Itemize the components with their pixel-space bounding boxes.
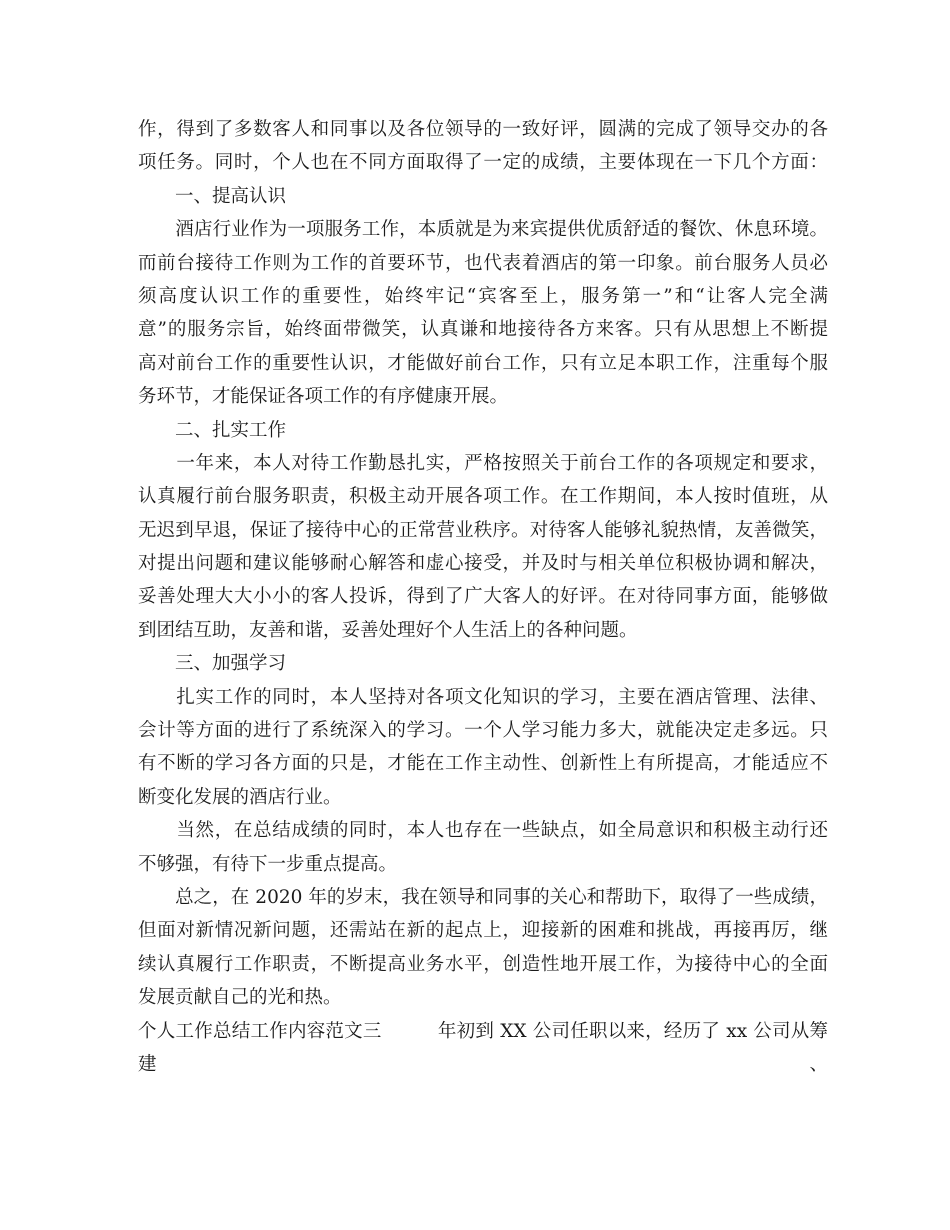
text-line: 扎实工作的同时，本人坚持对各项文化知识的学习，主要在酒店管理、法律、 [138, 686, 828, 708]
text-line: 高对前台工作的重要性认识，才能做好前台工作，只有立足本职工作，注重每个服 [138, 352, 828, 374]
text-line: 认真履行前台服务职责，积极主动开展各项工作。在工作期间，本人按时值班，从 [138, 486, 828, 508]
text-line: 一年来，本人对待工作勤恳扎实，严格按照关于前台工作的各项规定和要求， [138, 452, 828, 474]
text-line: 项任务。同时，个人也在不同方面取得了一定的成绩，主要体现在一下几个方面： [138, 152, 828, 174]
text-line: 意”的服务宗旨，始终面带微笑，认真谦和地接待各方来客。只有从思想上不断提 [138, 319, 828, 341]
text-line: 会计等方面的进行了系统深入的学习。一个人学习能力多大，就能决定走多远。只 [138, 720, 828, 742]
text-line: 不够强，有待下一步重点提高。 [138, 853, 398, 875]
body-text [138, 113, 828, 1075]
text-line: 个人工作总结工作内容范文三 年初到 XX 公司任职以来，经历了 xx 公司从筹建、 [138, 1020, 828, 1075]
text-line: 无迟到早退，保证了接待中心的正常营业秩序。对待客人能够礼貌热情，友善微笑， [138, 519, 828, 541]
text-line: 发展贡献自己的光和热。 [138, 987, 342, 1009]
text-line: 续认真履行工作职责，不断提高业务水平，创造性地开展工作，为接待中心的全面 [138, 953, 828, 975]
text-line: 总之，在 2020 年的岁末，我在领导和同事的关心和帮助下，取得了一些成绩， [138, 886, 828, 908]
text-line: 但面对新情况新问题，还需站在新的起点上，迎接新的困难和挑战，再接再厉，继 [138, 920, 828, 942]
text-line: 妥善处理大大小小的客人投诉，得到了广大客人的好评。在对待同事方面，能够做 [138, 586, 828, 608]
text-line: 酒店行业作为一项服务工作，本质就是为来宾提供优质舒适的餐饮、休息环境。 [138, 219, 828, 241]
text-line: 三、加强学习 [138, 653, 287, 675]
text-line: 一、提高认识 [138, 185, 287, 207]
text-line: 有不断的学习各方面的只是，才能在工作主动性、创新性上有所提高，才能适应不 [138, 753, 828, 775]
text-line: 断变化发展的酒店行业。 [138, 786, 342, 808]
text-line: 对提出问题和建议能够耐心解答和虚心接受，并及时与相关单位积极协调和解决， [138, 553, 828, 575]
text-line: 务环节，才能保证各项工作的有序健康开展。 [138, 386, 509, 408]
text-line: 而前台接待工作则为工作的首要环节，也代表着酒店的第一印象。前台服务人员必 [138, 252, 828, 274]
text-line: 到团结互助，友善和谐，妥善处理好个人生活上的各种问题。 [138, 619, 638, 641]
text-line: 须高度认识工作的重要性，始终牢记“宾客至上，服务第一”和“让客人完全满 [138, 285, 828, 307]
text-line: 当然，在总结成绩的同时，本人也存在一些缺点，如全局意识和积极主动行还 [138, 820, 828, 842]
text-line: 二、扎实工作 [138, 419, 287, 441]
text-line: 作，得到了多数客人和同事以及各位领导的一致好评，圆满的完成了领导交办的各 [138, 119, 828, 140]
